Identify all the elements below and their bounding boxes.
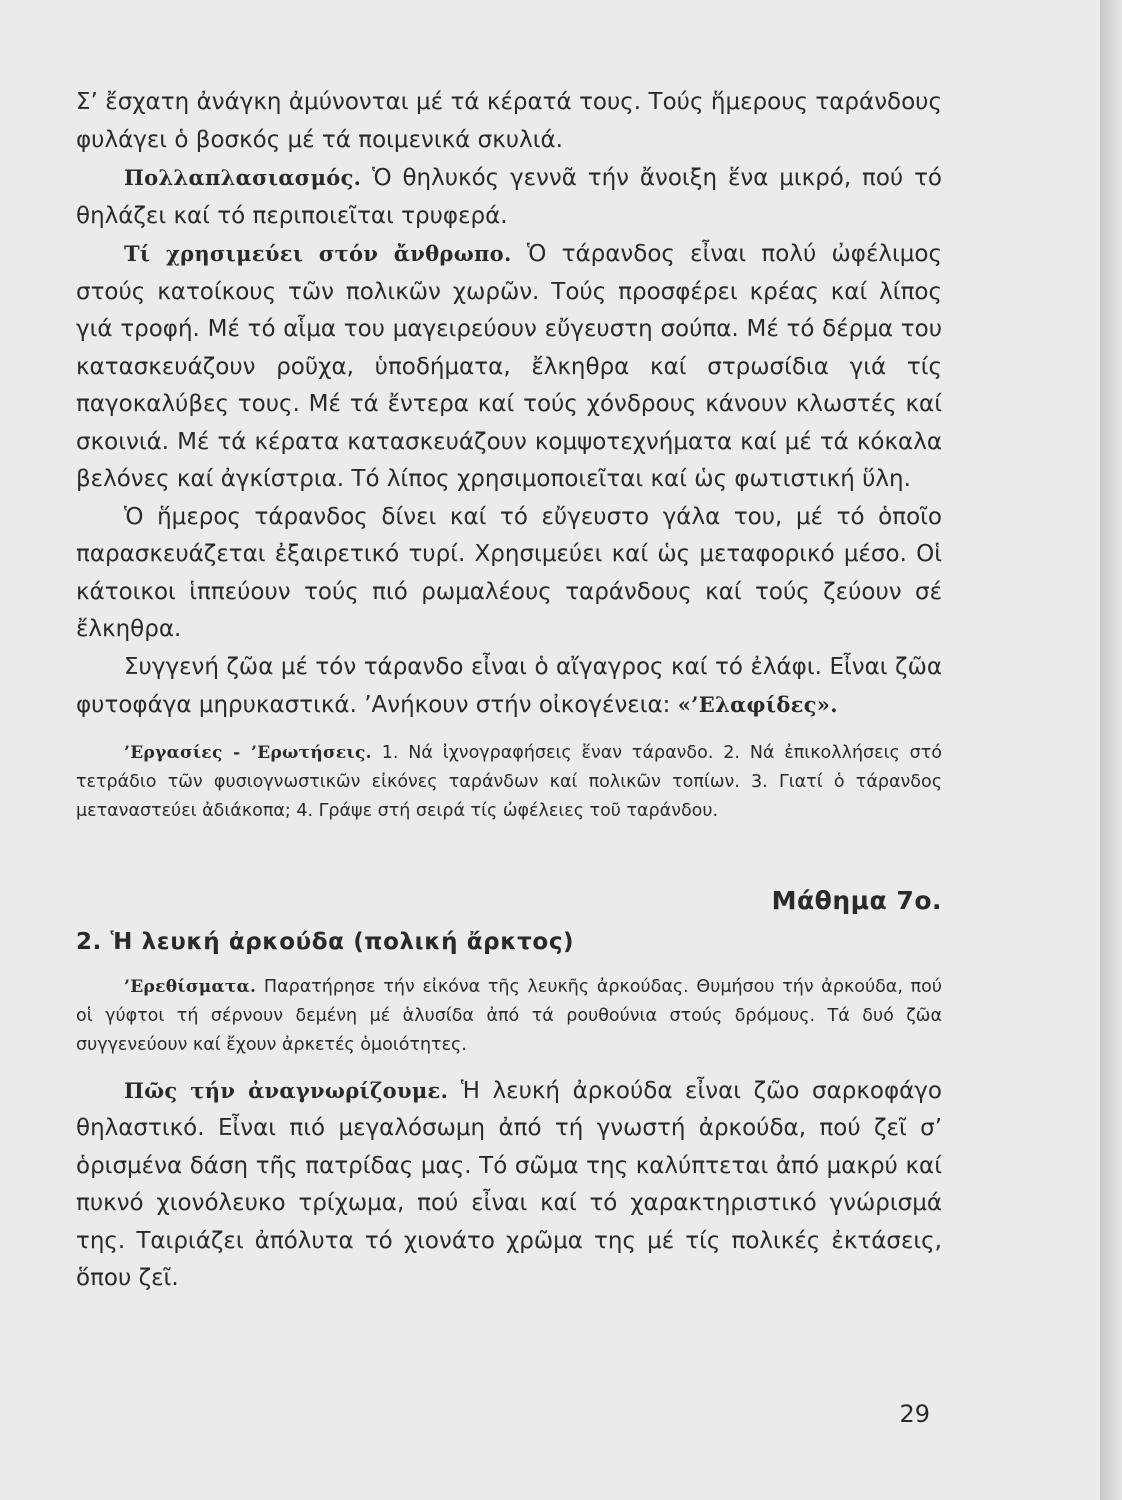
- paragraph-tame-reindeer: [76, 499, 942, 649]
- paragraph-relatives: [76, 649, 942, 725]
- family-name: «’Ελαφίδες».: [677, 692, 838, 717]
- page-content: [76, 84, 942, 1298]
- section-title: 2. Ἡ λευκή ἀρκούδα (πολική ἄρκτος): [76, 928, 575, 955]
- heading-exercises: ’Εργασίες - ’Ερωτήσεις.: [124, 742, 372, 763]
- exercises: [76, 739, 942, 826]
- text: Ὁ ἥμερος τάρανδος δίνει καί τό εὔγευστο γάλα του, μέ τό ὁποῖο παρασκευάζεται ἐξαιρετικό τυρί. Χρησιμεύει καί ὡς μεταφορικό μέσο. Οἱ κάτοικοι ἱππεύουν τούς πιό ρωμαλέους ταράνδους καί τούς ζεύουν σέ ἔλκηθρα.: [76, 503, 942, 642]
- paragraph-uses: [76, 235, 942, 499]
- text: Ὁ τάρανδος εἶναι πολύ ὠφέλιμος στούς κατοίκους τῶν πολικῶν χωρῶν. Τούς προσφέρει κρέας καί λίπος γιά τροφή. Μέ τό αἷμα του μαγειρεύουν εὔγευστη σούπα. Μέ τό δέρμα του κατασκευάζουν ροῦχα, ὑποδήματα, ἔλκηθρα καί στρωσίδια γιά τίς παγοκαλύβες τους. Μέ τά ἔντερα καί τούς χόνδρους κάνουν κλωστές καί σκοινιά. Μέ τά κέρατα κατασκευάζουν κομψοτεχνήματα καί μέ τά κόκαλα βελόνες καί ἀγκίστρια. Τό λίπος χρησιμοποιεῖται καί ὡς φωτιστική ὕλη.: [76, 241, 942, 492]
- heading-uses: Τί χρησιμεύει στόν ἄνθρωπο.: [124, 241, 512, 266]
- text: Ὁ θηλυκός γεννᾶ τήν ἄνοιξη ἕνα μικρό, πού τό θηλάζει καί τό περιποιεῖται τρυφερά.: [76, 165, 942, 229]
- lesson-number: Μάθημα 7ο.: [771, 885, 942, 915]
- page-number: 29: [899, 1400, 930, 1428]
- page-edge: [1100, 0, 1122, 1500]
- text: Συγγενή ζῶα μέ τόν τάρανδο εἶναι ὁ αἴγαγρος καί τό ἐλάφι. Εἶναι ζῶα φυτοφάγα μηρυκαστικά. ’Ανήκουν στήν οἰκογένεια:: [76, 653, 942, 718]
- stimuli: [76, 973, 942, 1060]
- heading-reproduction: Πολλαπλασιασμός.: [124, 165, 362, 190]
- paragraph-recognition: [76, 1072, 942, 1298]
- heading-recognition: Πῶς τήν ἀναγνωρίζουμε.: [124, 1077, 449, 1103]
- text: Σ’ ἔσχατη ἀνάγκη ἀμύνονται μέ τά κέρατά τους. Τούς ἥμερους ταράνδους φυλάγει ὁ βοσκός μέ τά ποιμενικά σκυλιά.: [76, 89, 942, 153]
- text: Παρατήρησε τήν εἰκόνα τῆς λευκῆς ἀρκούδας. Θυμήσου τήν ἀρκούδα, πού οἱ γύφτοι τή σέρνουν δεμένη μέ ἁλυσίδα ἀπό τά ρουθούνια στούς δρόμους. Τά δυό ζῶα συγγενεύουν καί ἔχουν ἀρκετές ὁμοιότητες.: [76, 976, 942, 1055]
- paragraph-reproduction: [76, 159, 942, 235]
- paragraph-defense: [76, 84, 942, 159]
- text: 1. Νά ἰχνογραφήσεις ἕναν τάρανδο. 2. Νά ἐπικολλήσεις στό τετράδιο τῶν φυσιογνωστικῶν εἰκόνες ταράνδων καί πολικῶν τοπίων. 3. Γιατί ὁ τάρανδος μεταναστεύει ἀδιάκοπα; 4. Γράψε στή σειρά τίς ὠφέλειες τοῦ ταράνδου.: [76, 742, 942, 821]
- heading-stimuli: ’Ερεθίσματα.: [124, 976, 257, 997]
- text: Ἡ λευκή ἀρκούδα εἶναι ζῶο σαρκοφάγο θηλαστικό. Εἶναι πιό μεγαλόσωμη ἀπό τή γνωστή ἀρκούδα, πού ζεῖ σ’ ὁρισμένα δάση τῆς πατρίδας μας. Τό σῶμα της καλύπτεται ἀπό μακρύ καί πυκνό χιονόλευκο τρίχωμα, πού εἶναι καί τό χαρακτηριστικό γνώρισμά της. Ταιριάζει ἀπόλυτα τό χιονάτο χρῶμα της μέ τίς πολικές ἐκτάσεις, ὅπου ζεῖ.: [76, 1077, 942, 1291]
